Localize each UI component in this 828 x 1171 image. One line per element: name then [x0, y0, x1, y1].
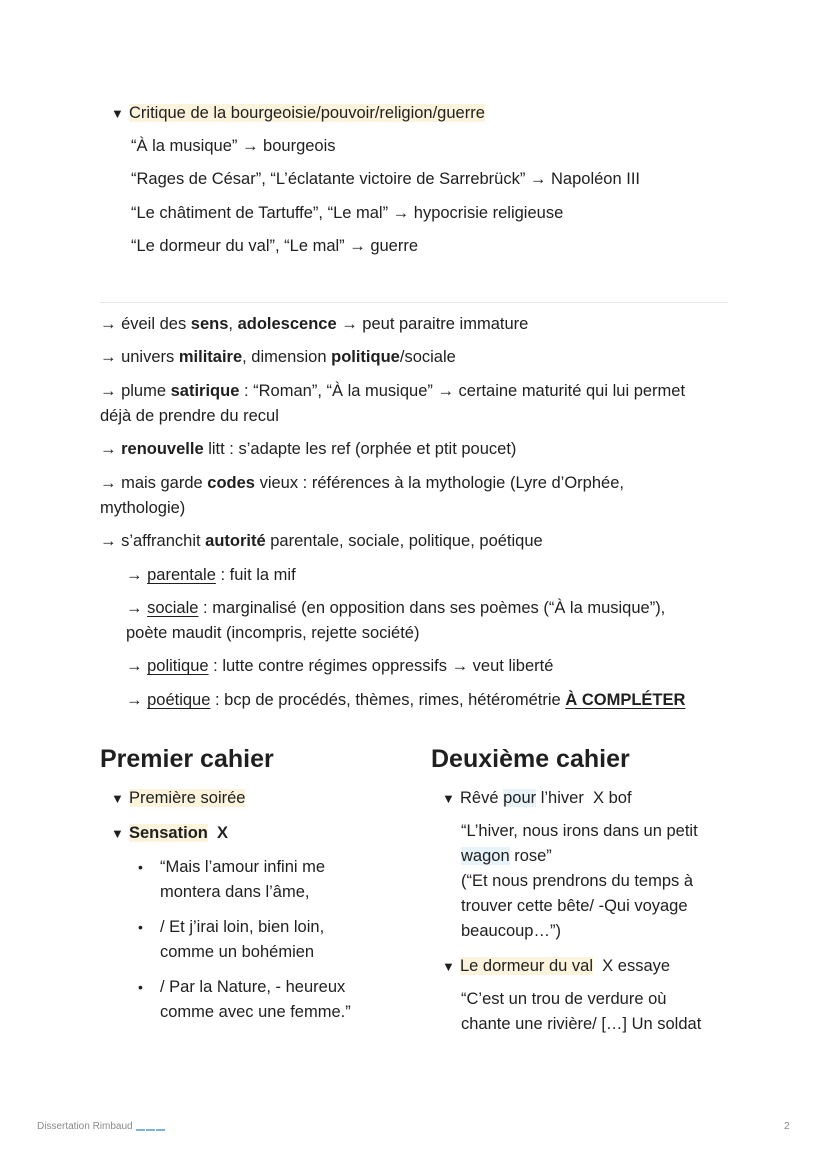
sub-note-line-cont: poète maudit (incompris, rejette société) — [126, 624, 420, 642]
triangle-down-icon[interactable]: ▼ — [111, 791, 124, 806]
triangle-down-icon[interactable]: ▼ — [442, 959, 455, 974]
sub-note-line: → parentale : fuit la mif — [126, 566, 296, 584]
list-item-cont: comme avec une femme.” — [160, 1003, 351, 1021]
toggle-dormeur-du-val[interactable] — [442, 955, 670, 978]
page-number: 2 — [784, 1121, 790, 1132]
triangle-down-icon[interactable]: ▼ — [111, 826, 124, 841]
critique-item: “Le châtiment de Tartuffe”, “Le mal” → hypocrisie religieuse — [131, 204, 564, 222]
mark: X essaye — [602, 957, 671, 975]
toggle-title: Première soirée — [129, 789, 246, 807]
underlined-term: politique — [147, 657, 209, 675]
list-item: • “Mais l’amour infini me — [138, 858, 326, 876]
quote-line: beaucoup…”) — [461, 922, 561, 940]
note-line: → s’affranchit autorité parentale, sociale, politique, poétique — [100, 532, 543, 550]
heading-deuxieme-cahier: Deuxième cahier — [431, 745, 630, 773]
toggle-title: Le dormeur du val — [460, 957, 593, 975]
toggle-sensation[interactable] — [111, 822, 228, 845]
list-item-cont: comme un bohémien — [160, 943, 315, 961]
toggle-premiere-soiree[interactable] — [111, 787, 245, 810]
quote-line: trouver cette bête/ -Qui voyage — [461, 897, 688, 915]
sub-note-line: → politique : lutte contre régimes oppressifs → veut liberté — [126, 657, 554, 675]
critique-item: “À la musique” → bourgeois — [131, 137, 336, 155]
mark: X bof — [593, 789, 632, 807]
sub-note-line: → sociale : marginalisé (en opposition dans ses poèmes (“À la musique”), — [126, 599, 666, 617]
toggle-title: Sensation — [129, 824, 208, 842]
critique-item: “Rages de César”, “L’éclatante victoire de Sarrebrück” → Napoléon III — [131, 170, 640, 188]
note-line: → plume satirique : “Roman”, “À la musique” → certaine maturité qui lui permet — [100, 382, 686, 400]
note-line-cont: déjà de prendre du recul — [100, 407, 279, 425]
list-item: • / Et j’irai loin, bien loin, — [138, 918, 325, 936]
list-item-cont: montera dans l’âme, — [160, 883, 310, 901]
note-line: → mais garde codes vieux : références à la mythologie (Lyre d’Orphée, — [100, 474, 624, 492]
underlined-term: sociale — [147, 599, 199, 617]
quote-line: chante une rivière/ […] Un soldat — [461, 1015, 702, 1033]
footer-title: Dissertation Rimbaud — [37, 1121, 165, 1132]
quote-line: wagon rose” — [461, 847, 552, 865]
todo-label: À COMPLÉTER — [565, 691, 686, 709]
triangle-down-icon[interactable]: ▼ — [111, 106, 124, 121]
wave-icon — [156, 1122, 165, 1131]
critique-item: “Le dormeur du val”, “Le mal” → guerre — [131, 237, 419, 255]
toggle-title: Critique de la bourgeoisie/pouvoir/religion/guerre — [129, 104, 485, 122]
divider — [100, 302, 728, 303]
quote-line: “C’est un trou de verdure où — [461, 990, 667, 1008]
underlined-term: parentale — [147, 566, 216, 584]
bullet-icon: • — [138, 979, 143, 995]
note-line-cont: mythologie) — [100, 499, 186, 517]
quote-line: (“Et nous prendrons du temps à — [461, 872, 694, 890]
underlined-term: poétique — [147, 691, 211, 709]
quote-line: “L’hiver, nous irons dans un petit — [461, 822, 698, 840]
sub-note-line: → poétique : bcp de procédés, thèmes, rimes, hétérométrie À COMPLÉTER — [126, 691, 686, 709]
note-line: → renouvelle litt : s’adapte les ref (orphée et ptit poucet) — [100, 440, 517, 458]
wave-icon — [146, 1122, 155, 1131]
triangle-down-icon[interactable]: ▼ — [442, 791, 455, 806]
note-line: → univers militaire, dimension politique/sociale — [100, 348, 456, 366]
mark: X — [217, 824, 229, 842]
bullet-icon: • — [138, 919, 143, 935]
toggle-reve-pour-lhiver[interactable]: ▼ Rêvé pour l’hiver X bof — [442, 787, 632, 810]
toggle-critique[interactable] — [111, 102, 485, 125]
bullet-icon: • — [138, 859, 143, 875]
list-item: • / Par la Nature, - heureux — [138, 978, 346, 996]
wave-icon — [136, 1122, 145, 1131]
note-line: → éveil des sens, adolescence → peut paraitre immature — [100, 315, 529, 333]
heading-premier-cahier: Premier cahier — [100, 745, 274, 773]
